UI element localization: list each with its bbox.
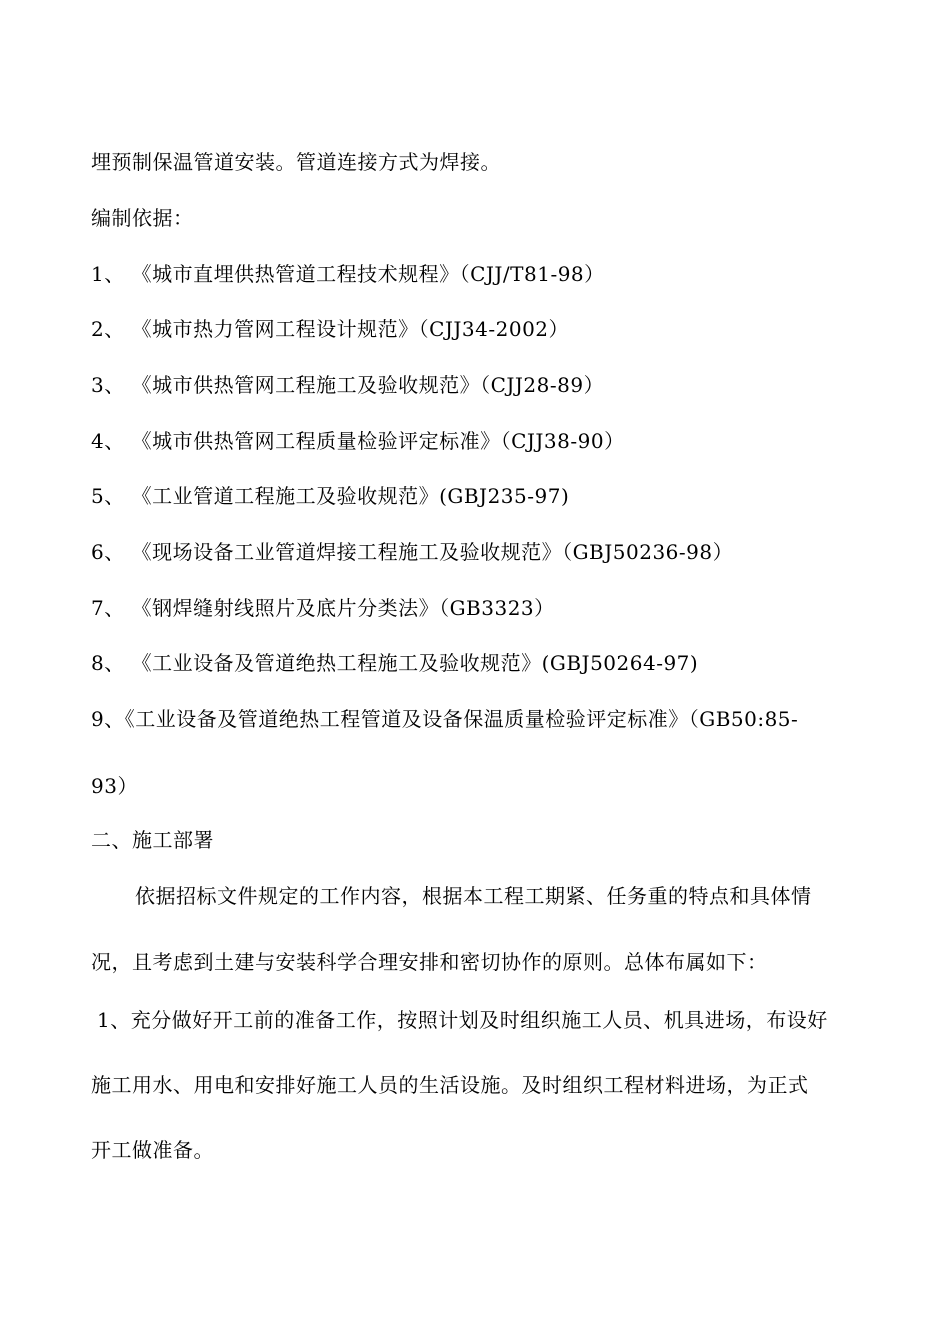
paragraph-line: 1、充分做好开工前的准备工作，按照计划及时组织施工人员、机具进场，布设好 [97, 1008, 828, 1032]
basis-item: 4、 《城市供热管网工程质量检验评定标准》（CJJ38-90） [91, 429, 625, 453]
paragraph-line: 开工做准备。 [91, 1138, 214, 1162]
basis-item: 9、《工业设备及管道绝热工程管道及设备保温质量检验评定标准》（GB50:85- [91, 707, 799, 731]
paragraph-line: 施工用水、用电和安排好施工人员的生活设施。及时组织工程材料进场，为正式 [91, 1073, 809, 1097]
paragraph-line: 况，且考虑到土建与安装科学合理安排和密切协作的原则。总体布属如下： [91, 950, 768, 974]
basis-item: 2、 《城市热力管网工程设计规范》（CJJ34-2002） [91, 317, 570, 341]
basis-item: 6、 《现场设备工业管道焊接工程施工及验收规范》（GBJ50236-98） [91, 540, 734, 564]
basis-heading: 编制依据： [91, 206, 194, 230]
basis-item: 7、 《钢焊缝射线照片及底片分类法》（GB3323） [91, 596, 555, 620]
section-heading: 二、施工部署 [91, 828, 214, 852]
basis-item: 8、 《工业设备及管道绝热工程施工及验收规范》(GBJ50264-97) [91, 651, 699, 675]
basis-item-continuation: 93） [91, 774, 138, 798]
basis-item: 5、 《工业管道工程施工及验收规范》(GBJ235-97) [91, 484, 570, 508]
basis-item: 3、 《城市供热管网工程施工及验收规范》（CJJ28-89） [91, 373, 605, 397]
basis-item: 1、 《城市直埋供热管道工程技术规程》（CJJ/T81-98） [91, 262, 605, 286]
intro-line: 埋预制保温管道安装。管道连接方式为焊接。 [91, 150, 501, 174]
paragraph-line: 依据招标文件规定的工作内容，根据本工程工期紧、任务重的特点和具体情 [135, 884, 812, 908]
